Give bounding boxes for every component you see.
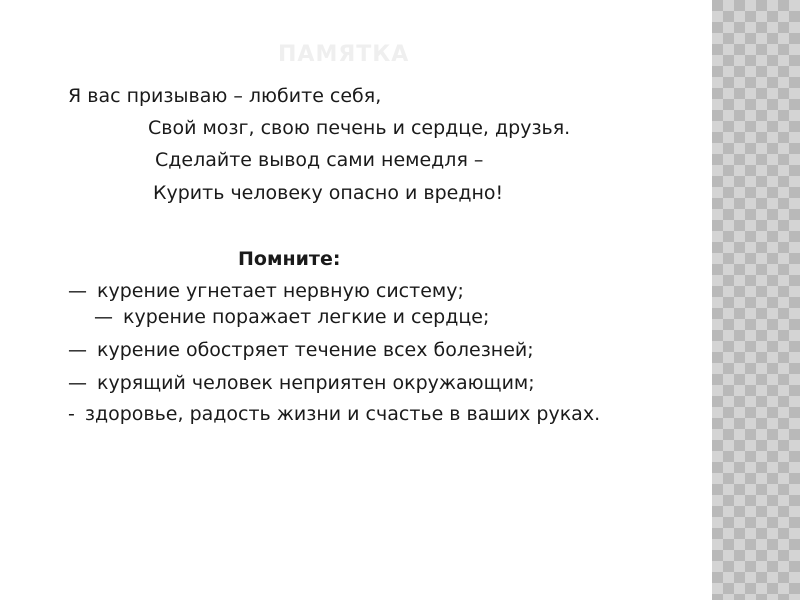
decorative-side-pattern xyxy=(712,0,800,600)
bullet-text: курение угнетает нервную систему; xyxy=(97,280,464,302)
bullet-marker: — xyxy=(68,280,87,302)
bullet-item xyxy=(68,338,534,362)
poem-line-1: Я вас призываю – любите себя, xyxy=(68,85,382,107)
bullet-item xyxy=(68,371,535,395)
bullet-text: курящий человек неприятен окружающим; xyxy=(97,372,535,394)
bullet-text: курение обостряет течение всех болезней; xyxy=(97,339,534,361)
slide-title: ПАМЯТКА xyxy=(278,42,410,67)
bullet-item xyxy=(68,279,464,303)
poem-line-4: Курить человеку опасно и вредно! xyxy=(153,182,504,204)
bullet-text: здоровье, радость жизни и счастье в ваших руках. xyxy=(84,403,601,425)
bullet-text: курение поражает легкие и сердце; xyxy=(123,306,490,328)
bullet-marker: — xyxy=(68,339,87,361)
remember-heading: Помните: xyxy=(238,248,341,270)
bullet-marker: — xyxy=(94,306,113,328)
bullet-marker: — xyxy=(68,372,87,394)
bullet-item xyxy=(68,402,600,426)
poem-line-2: Свой мозг, свою печень и сердце, друзья. xyxy=(148,117,571,139)
poem-line-3: Сделайте вывод сами немедля – xyxy=(155,149,484,171)
bullet-item xyxy=(94,305,489,329)
bullet-marker: - xyxy=(68,403,75,425)
